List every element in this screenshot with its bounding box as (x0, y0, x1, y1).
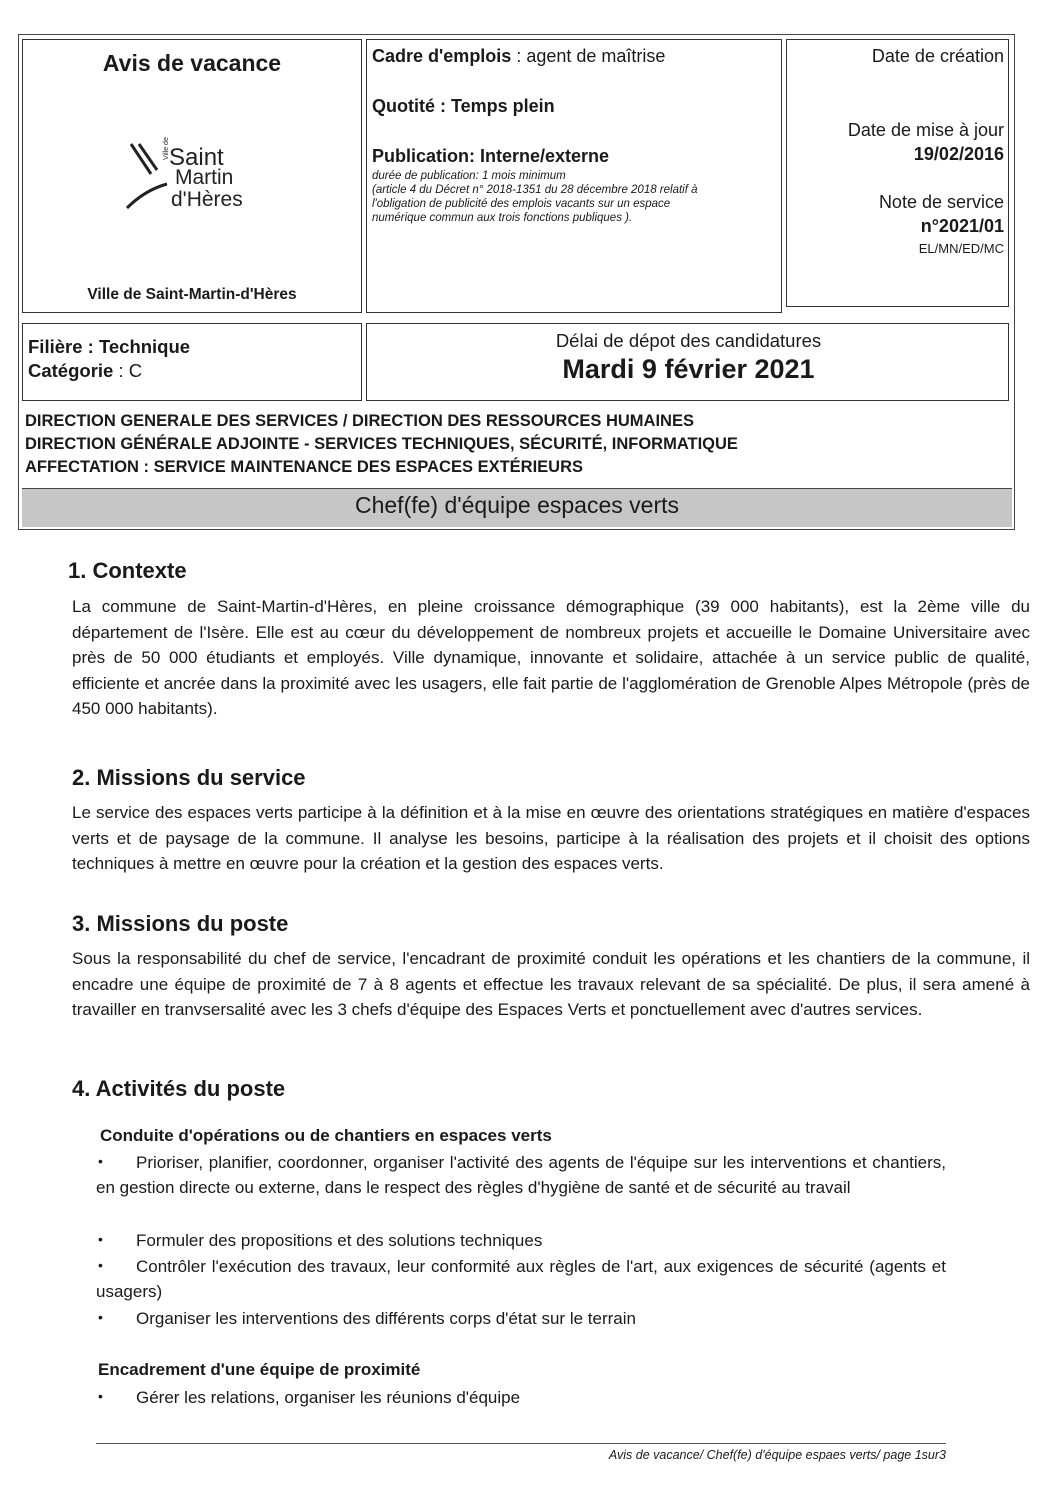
bullet-icon: • (98, 1388, 103, 1404)
cadre-label: Cadre d'emplois (372, 46, 512, 66)
date-creation: Date de création (871, 46, 1004, 66)
cadre-line (372, 46, 665, 67)
delai-date: Mardi 9 février 2021 (562, 354, 815, 384)
bullet-icon: • (98, 1309, 103, 1325)
footer-rule (96, 1443, 946, 1444)
section-4-title: 4. Activités du poste (72, 1076, 286, 1101)
pub-note-1: durée de publication: 1 mois minimum (372, 170, 566, 182)
categorie-line (28, 360, 142, 382)
job-title: Chef(fe) d'équipe espaces verts (354, 492, 679, 518)
direction-2: DIRECTION GÉNÉRALE ADJOINTE - SERVICES TECHNIQUES, SÉCURITÉ, INFORMATIQUE (25, 435, 738, 453)
direction-1: DIRECTION GENERALE DES SERVICES / DIRECTION DES RESSOURCES HUMAINES (25, 412, 694, 430)
subsection-2-title: Encadrement d'une équipe de proximité (98, 1360, 421, 1379)
bullet-icon: • (98, 1231, 103, 1247)
pub-note-3: l'obligation de publicité des emplois vacants sur un espace (372, 198, 671, 210)
note-label: Note de service (878, 192, 1004, 212)
cadre-value: : agent de maîtrise (511, 46, 666, 66)
section-2-title: 2. Missions du service (72, 765, 306, 790)
cell-filiere (22, 323, 362, 401)
note-value: n°2021/01 (920, 216, 1004, 236)
cell-avis (22, 39, 362, 313)
job-title-bar (22, 488, 1012, 527)
bullet-icon: • (98, 1153, 103, 1169)
pub-note-4: numérique commun aux trois fonctions publiques ). (372, 212, 633, 224)
quotite: Quotité : Temps plein (372, 96, 555, 116)
list-item: Gérer les relations, organiser les réunions d'équipe (136, 1388, 521, 1407)
affectation: AFFECTATION : SERVICE MAINTENANCE DES ESPACES EXTÉRIEURS (25, 458, 584, 476)
subsection-1-title: Conduite d'opérations ou de chantiers en espaces verts (100, 1126, 552, 1145)
section-3-title: 3. Missions du poste (72, 911, 289, 936)
logo-line2: Martin (175, 166, 234, 189)
footer-text: Avis de vacance/ Chef(fe) d'équipe espaes verts/ page 1sur3 (608, 1448, 946, 1462)
cell-dates (786, 39, 1009, 307)
cell-cadre (366, 39, 782, 313)
date-maj-value: 19/02/2016 (913, 144, 1004, 164)
list-item: Contrôler l'exécution des travaux, leur conformité aux règles de l'art, aux exigences de sécurité (agents et usagers) (96, 1257, 946, 1301)
section-3-text: Sous la responsabilité du chef de service, l'encadrant de proximité conduit les opérations et les chantiers de la commune, il encadre une équipe de proximité de 7 à 8 agents et effectue les travaux relevant de sa spécialité. De plus, il sera amené à travailler en tranvsersalité avec les 3 chefs d'équipe des Espaces Verts et ponctuellement avec d'autres services. (72, 949, 1030, 1019)
logo-line3: d'Hères (171, 188, 243, 211)
list-item: Organiser les interventions des différents corps d'état sur le terrain (136, 1309, 636, 1328)
publication-note (372, 169, 776, 225)
avis-title: Avis de vacance (102, 50, 282, 76)
logo-line1: Saint (169, 144, 224, 171)
logo-vertical-text: Ville de (163, 137, 170, 160)
delai-label: Délai de dépot des candidatures (555, 330, 822, 351)
categorie-label: Catégorie (28, 360, 114, 381)
cell-delai (366, 323, 1009, 401)
section-2-text: Le service des espaces verts participe à la définition et à la mise en œuvre des orientations stratégiques en matière d'espaces verts et de paysage de la commune. Il analyse les besoins, participe à la réalisation des projets et il choisit des options techniques à mettre en œuvre pour la création et la gestion des espaces verts. (72, 803, 1030, 873)
publication: Publication: Interne/externe (372, 146, 610, 166)
note-code: EL/MN/ED/MC (918, 241, 1004, 256)
section-1-text: La commune de Saint-Martin-d'Hères, en pleine croissance démographique (39 000 habitants), est la 2ème ville du département de l'Isère. Elle est au cœur du développement de nombreux projets et accueille le Domaine Universitaire avec près de 50 000 étudiants et employés. Ville dynamique, innovante et solidaire, attachée à un service public de qualité, efficiente et ancrée dans la proximité avec les usagers, elle fait partie de l'agglomération de Grenoble Alpes Métropole (près de 450 000 habitants). (72, 597, 1030, 718)
city-logo (123, 138, 263, 268)
date-maj-label: Date de mise à jour (847, 120, 1004, 140)
categorie-value: : C (113, 360, 143, 381)
pub-note-2: (article 4 du Décret n° 2018-1351 du 28 décembre 2018 relatif à (372, 184, 698, 196)
list-item: Formuler des propositions et des solutions techniques (136, 1231, 543, 1250)
city-label: Ville de Saint-Martin-d'Hères (87, 286, 297, 303)
list-item: Prioriser, planifier, coordonner, organiser l'activité des agents de l'équipe sur les interventions et chantiers, en gestion directe ou externe, dans le respect des règles d'hygiène de santé et de sécurité au travail (96, 1153, 946, 1197)
filiere: Filière : Technique (28, 336, 191, 357)
bullet-icon: • (98, 1257, 103, 1273)
section-1-title: 1. Contexte (68, 558, 187, 583)
